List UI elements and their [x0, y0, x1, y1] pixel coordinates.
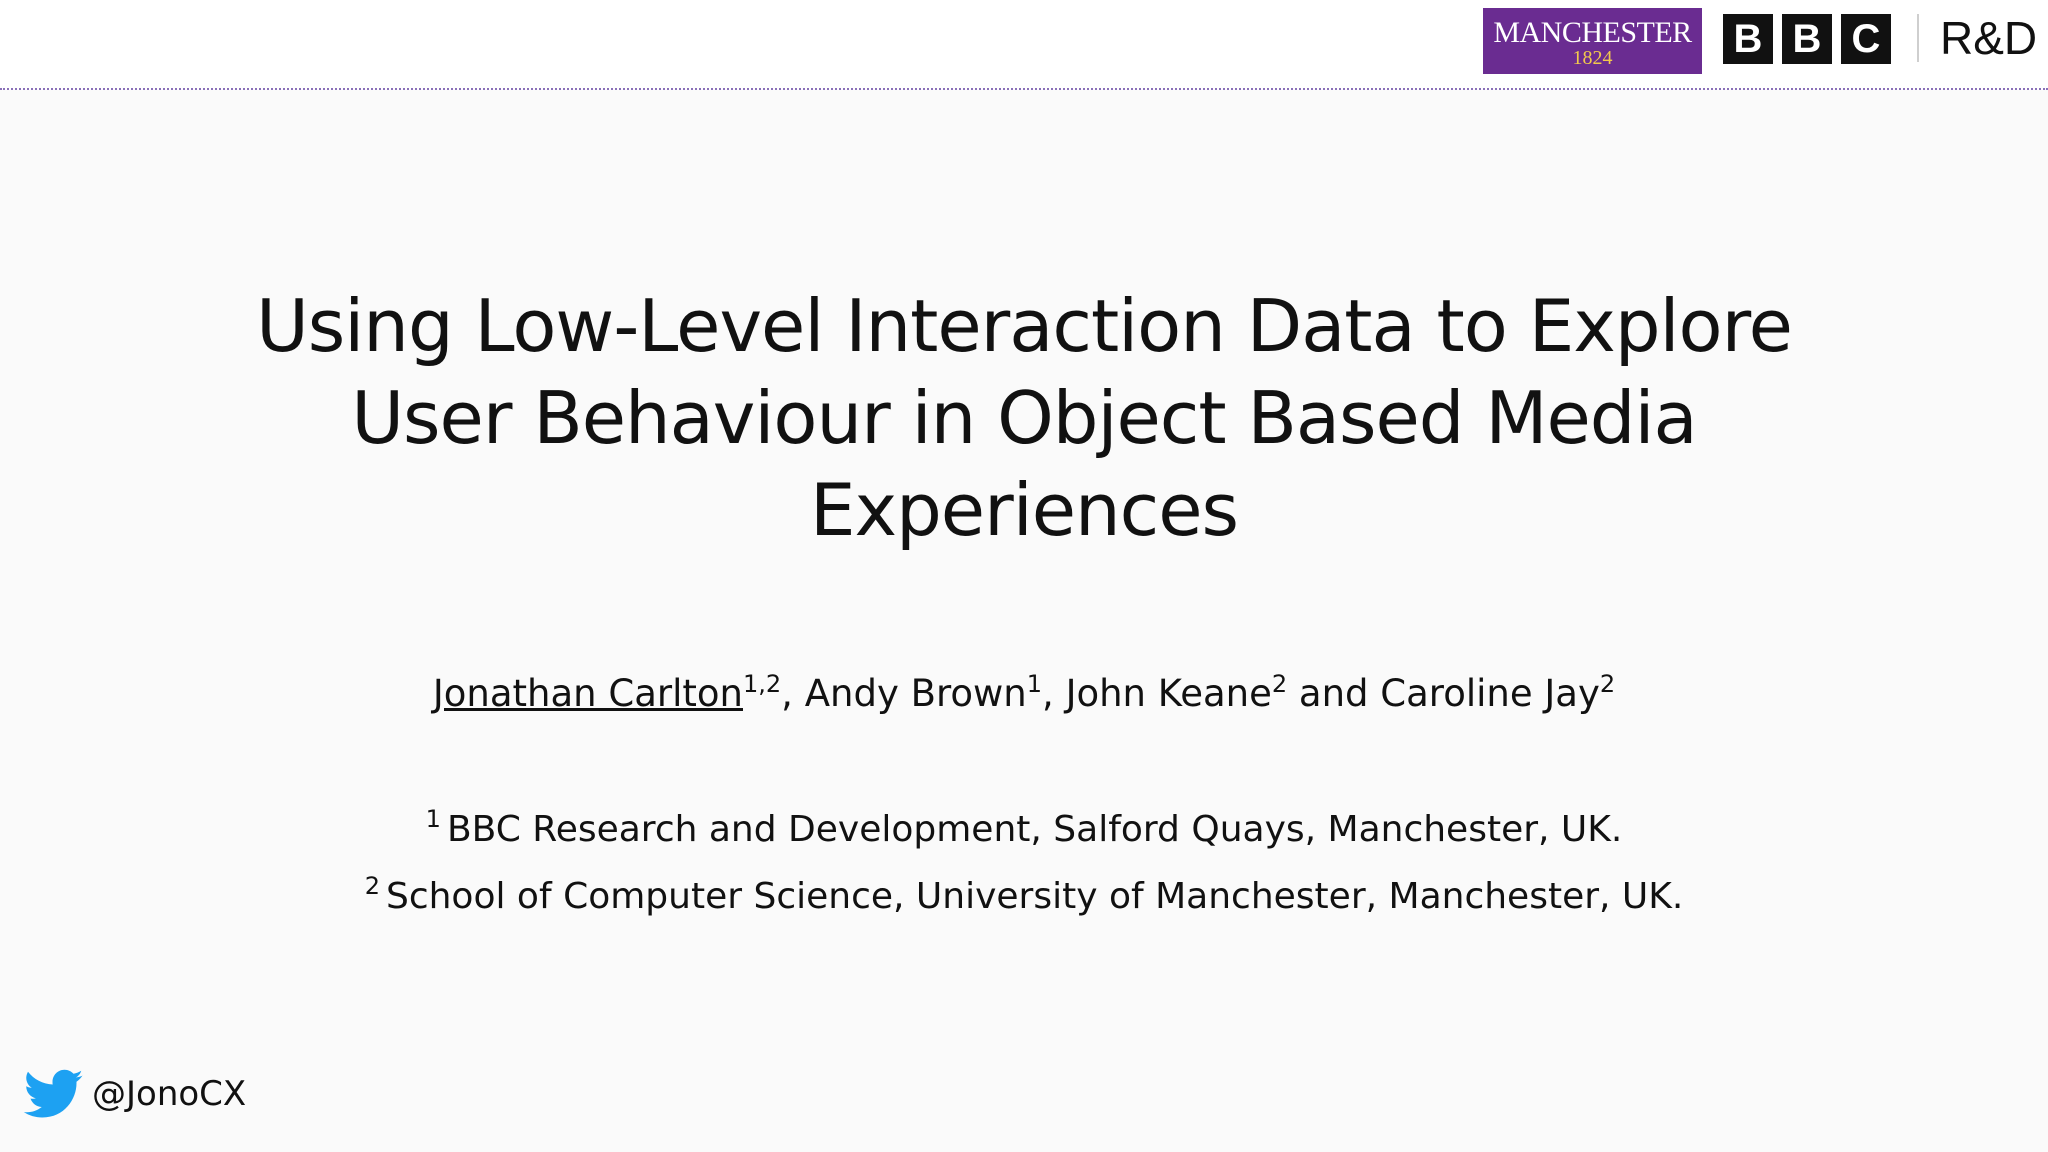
title-line: Experiences	[809, 468, 1239, 552]
title-line: Using Low-Level Interaction Data to Explore	[256, 284, 1792, 368]
bbc-logo-letter: B	[1723, 14, 1773, 64]
author-affiliation-marker: 1	[1026, 670, 1043, 698]
university-of-manchester-logo	[1483, 8, 1702, 74]
author-affiliation-marker: 2	[1271, 670, 1288, 698]
author-separator: ,	[1042, 672, 1066, 715]
author-name-presenter: Jonathan Carlton	[432, 672, 743, 715]
header-bar	[0, 0, 2048, 90]
twitter-bird-icon	[20, 1064, 88, 1124]
author-affiliation-marker: 1,2	[743, 670, 782, 698]
author-affiliation-marker: 2	[1599, 670, 1616, 698]
affiliation-text: BBC Research and Development, Salford Quays, Manchester, UK.	[446, 809, 1623, 850]
logo-divider	[1917, 14, 1919, 62]
twitter-handle[interactable]: @JonoCX	[92, 1074, 247, 1114]
bbc-logo-letter: C	[1841, 14, 1891, 64]
bbc-rd-label: R&D	[1940, 12, 2038, 64]
author-list	[224, 668, 1824, 720]
affiliation-marker: 1	[425, 805, 441, 833]
title-line: User Behaviour in Object Based Media	[351, 376, 1697, 460]
affiliation-line	[224, 872, 1824, 922]
bbc-logo-letter: B	[1782, 14, 1832, 64]
author-separator: ,	[781, 672, 805, 715]
author-separator: and	[1287, 672, 1381, 715]
manchester-logo-word: MANCHESTER	[1493, 16, 1692, 49]
affiliation-text: School of Computer Science, University of Manchester, Manchester, UK.	[385, 876, 1684, 917]
author-name: Andy Brown	[804, 672, 1027, 715]
affiliation-marker: 2	[364, 872, 380, 900]
affiliation-line	[224, 805, 1824, 855]
author-name: Caroline Jay	[1380, 672, 1600, 715]
author-name: John Keane	[1065, 672, 1272, 715]
slide-title	[224, 280, 1824, 556]
manchester-logo-year: 1824	[1572, 47, 1613, 69]
